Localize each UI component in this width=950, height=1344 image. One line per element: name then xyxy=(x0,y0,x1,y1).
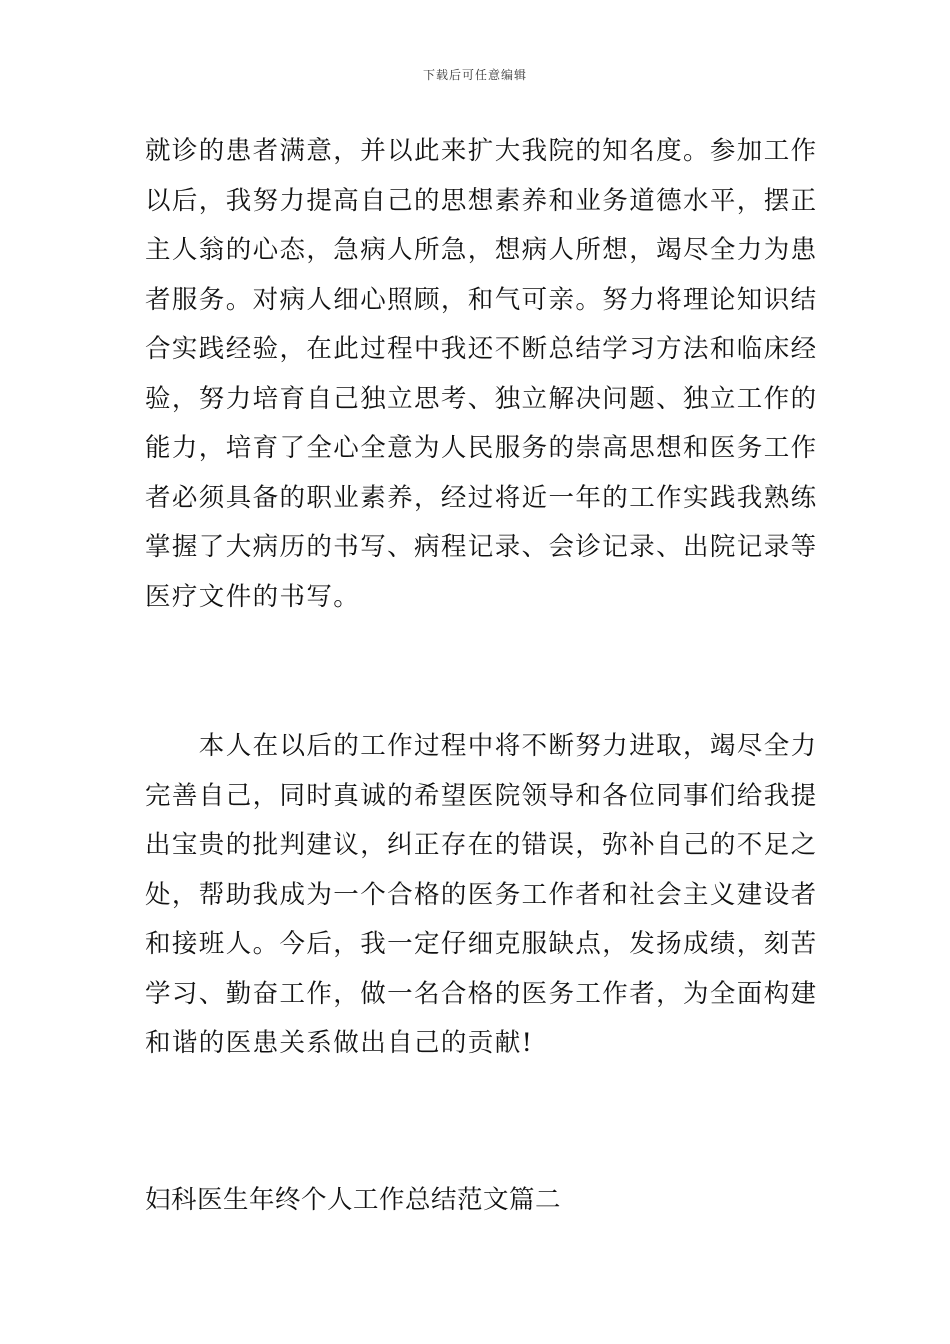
paragraph-line: 主人翁的心态，急病人所急，想病人所想，竭尽全力为患 xyxy=(145,235,818,265)
paragraph-line: 者必须具备的职业素养，经过将近一年的工作实践我熟练 xyxy=(145,482,818,513)
section-heading: 妇科医生年终个人工作总结范文篇二 xyxy=(145,1185,562,1215)
paragraph-line: 医疗文件的书写。 xyxy=(145,581,361,612)
paragraph-line: 和接班人。今后，我一定仔细克服缺点，发扬成绩，刻苦 xyxy=(145,929,818,959)
paragraph-line: 出宝贵的批判建议，纠正存在的错误，弥补自己的不足之 xyxy=(145,830,818,860)
paragraph-line: 以后，我努力提高自己的思想素养和业务道德水平，摆正 xyxy=(145,185,818,216)
paragraph-line: 和谐的医患关系做出自己的贡献! xyxy=(145,1028,534,1058)
header-note: 下载后可任意编辑 xyxy=(422,68,527,82)
paragraph-line: 完善自己，同时真诚的希望医院领导和各位同事们给我提 xyxy=(145,780,818,811)
paragraph-line: 合实践经验，在此过程中我还不断总结学习方法和临床经 xyxy=(145,334,818,364)
paragraph-1 xyxy=(145,127,818,622)
paragraph-line: 能力，培育了全心全意为人民服务的崇高思想和医务工作 xyxy=(145,433,818,463)
paragraph-line: 处，帮助我成为一个合格的医务工作者和社会主义建设者 xyxy=(145,879,818,910)
paragraph-line: 验，努力培育自己独立思考、独立解决问题、独立工作的 xyxy=(145,383,818,414)
paragraph-line: 本人在以后的工作过程中将不断努力进取，竭尽全力 xyxy=(145,731,818,761)
paragraph-2 xyxy=(145,722,818,1069)
paragraph-line: 就诊的患者满意，并以此来扩大我院的知名度。参加工作 xyxy=(145,136,818,166)
paragraph-line: 学习、勤奋工作，做一名合格的医务工作者，为全面构建 xyxy=(145,978,818,1009)
paragraph-line: 掌握了大病历的书写、病程记录、会诊记录、出院记录等 xyxy=(145,532,818,562)
paragraph-line: 者服务。对病人细心照顾，和气可亲。努力将理论知识结 xyxy=(145,284,818,315)
